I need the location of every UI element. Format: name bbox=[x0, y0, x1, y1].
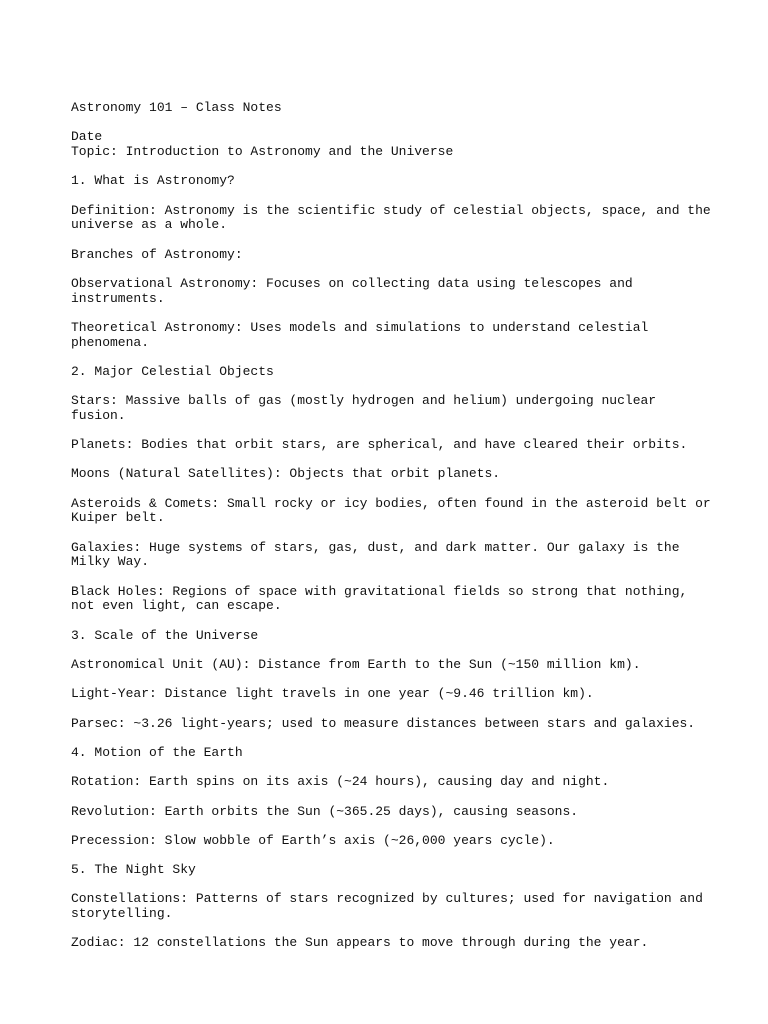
revolution-item: Revolution: Earth orbits the Sun (~365.25 days), causing seasons. bbox=[71, 803, 579, 819]
observational-astronomy-item: Observational Astronomy: Focuses on collecting data using telescopes and instruments. bbox=[71, 275, 641, 306]
precession-item: Precession: Slow wobble of Earth’s axis (~26,000 years cycle). bbox=[71, 832, 555, 848]
theoretical-astronomy-item: Theoretical Astronomy: Uses models and simulations to understand celestial phenomena. bbox=[71, 319, 657, 350]
section-heading-what-is-astronomy: 1. What is Astronomy? bbox=[71, 173, 235, 189]
planets-item: Planets: Bodies that orbit stars, are spherical, and have cleared their orbits. bbox=[71, 437, 688, 453]
galaxies-item: Galaxies: Huge systems of stars, gas, dust, and dark matter. Our galaxy is the Milky Way. bbox=[71, 539, 688, 570]
stars-item: Stars: Massive balls of gas (mostly hydrogen and helium) undergoing nuclear fusion. bbox=[71, 393, 664, 423]
section-heading-motion-of-earth: 4. Motion of the Earth bbox=[71, 744, 243, 760]
asteroids-comets-item: Asteroids & Comets: Small rocky or icy bodies, often found in the asteroid belt or Kuiper belt. bbox=[71, 495, 719, 526]
astronomical-unit-item: Astronomical Unit (AU): Distance from Earth to the Sun (~150 million km). bbox=[71, 657, 641, 673]
document-title: Astronomy 101 – Class Notes bbox=[71, 100, 282, 115]
parsec-item: Parsec: ~3.26 light-years; used to measure distances between stars and galaxies. bbox=[71, 715, 696, 731]
branches-label: Branches of Astronomy: bbox=[71, 246, 243, 262]
class-notes-body bbox=[71, 100, 719, 966]
moons-item: Moons (Natural Satellites): Objects that orbit planets. bbox=[71, 466, 501, 482]
date-label: Date bbox=[71, 129, 103, 145]
section-heading-night-sky: 5. The Night Sky bbox=[71, 862, 196, 878]
light-year-item: Light-Year: Distance light travels in one year (~9.46 trillion km). bbox=[71, 686, 594, 702]
rotation-item: Rotation: Earth spins on its axis (~24 hours), causing day and night. bbox=[71, 774, 610, 790]
constellations-item: Constellations: Patterns of stars recognized by cultures; used for navigation and storytelling. bbox=[71, 891, 711, 922]
section-heading-celestial-objects: 2. Major Celestial Objects bbox=[71, 363, 274, 379]
zodiac-item: Zodiac: 12 constellations the Sun appears to move through during the year. bbox=[71, 935, 649, 951]
topic-line: Topic: Introduction to Astronomy and the Universe bbox=[71, 144, 454, 159]
section-heading-scale-of-universe: 3. Scale of the Universe bbox=[71, 627, 259, 643]
definition-paragraph: Definition: Astronomy is the scientific study of celestial objects, space, and the universe as a whole. bbox=[71, 202, 719, 233]
black-holes-item: Black Holes: Regions of space with gravitational fields so strong that nothing, not even light, can escape. bbox=[71, 583, 696, 614]
